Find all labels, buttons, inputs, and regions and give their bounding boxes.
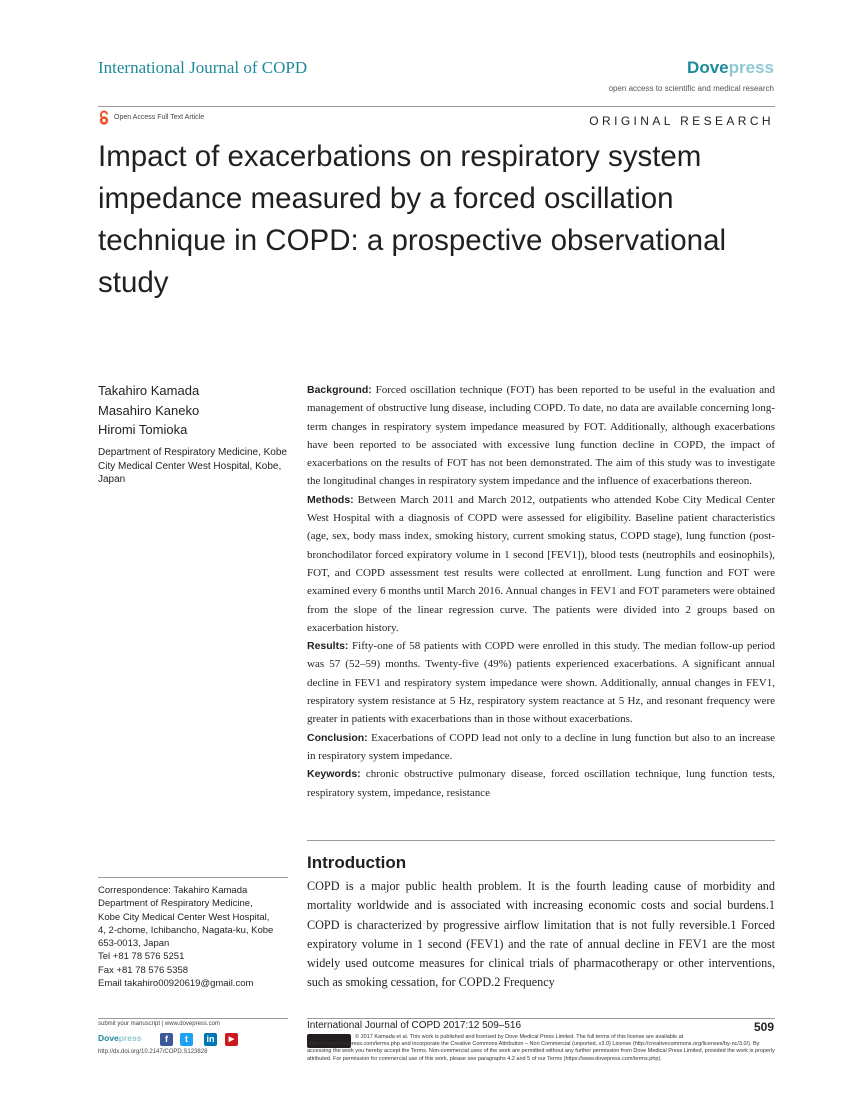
correspondence-line: Department of Respiratory Medicine, xyxy=(98,898,253,910)
abstract-text: Fifty-one of 58 patients with COPD were enrolled in this study. The median follow-up period was 57 (52–59) months. Twenty-five (49%) patients experienced exacerbations. A significant annual decline in FEV1 and respiratory system impedance were shown. Additionally, annual changes in FEV1, respiratory system resistance at 5 Hz, respiratory system reactance at 5 Hz, and resonant frequency were greater in patients with exacerbations than in those without exacerbations. xyxy=(307,640,775,726)
correspondence-line: 653-0013, Japan xyxy=(98,938,170,950)
author-list xyxy=(98,381,199,440)
abstract xyxy=(307,381,775,802)
section-heading: Introduction xyxy=(307,853,407,872)
citation-line: International Journal of COPD 2017:12 509–516 xyxy=(307,1020,522,1031)
section-body: COPD is a major public health problem. It is the fourth leading cause of morbidity and mortality worldwide and is associated with increasing economic costs and social burdens.1 COPD is characterized by progressive airflow limitation that is not fully reversible.1 Forced expiratory volume in 1 second (FEV1) and the rate of annual decline in FEV1 are the most widely used outcome measures for clinical trials of pharmacotherapy or other interventions, such as smoking cessation, for COPD.2 Frequency xyxy=(307,879,775,990)
abstract-background xyxy=(307,381,775,491)
journal-title: International Journal of COPD xyxy=(98,58,308,77)
correspondence-line: Correspondence: Takahiro Kamada xyxy=(98,885,248,896)
abstract-heading: Background: xyxy=(307,384,372,396)
abstract-divider xyxy=(307,840,775,841)
correspondence-line: Kobe City Medical Center West Hospital, xyxy=(98,911,270,923)
linkedin-icon[interactable]: in xyxy=(204,1033,217,1046)
footer-publisher-part-b: press xyxy=(118,1033,142,1043)
twitter-icon[interactable]: t xyxy=(180,1033,193,1046)
abstract-heading: Conclusion: xyxy=(307,731,368,744)
abstract-keywords xyxy=(307,765,775,802)
publisher-part-b: press xyxy=(728,58,774,77)
correspondence-line: Tel +81 78 576 5251 xyxy=(98,951,185,963)
footer-publisher-part-a: Dove xyxy=(98,1033,119,1043)
abstract-conclusion xyxy=(307,729,775,766)
page-number: 509 xyxy=(753,1020,774,1034)
footer-divider-left xyxy=(98,1018,288,1019)
footer-divider-right xyxy=(307,1018,775,1019)
abstract-heading: Keywords: xyxy=(307,768,361,781)
author-name: Takahiro Kamada xyxy=(98,383,200,398)
abstract-methods xyxy=(307,491,775,637)
abstract-text: Forced oscillation technique (FOT) has been reported to be useful in the evaluation and management of obstructive lung disease, including COPD. To date, no data are available concerning long-term changes in respiratory system impedance measured by FOT. Additionally, although exacerbations have been reported to be associated with excessive lung function decline in COPD, the impact of exacerbations on the results of FOT has not been demonstrated. The aim of this study was to investigate the longitudinal changes in respiratory system impedance and the influence of exacerbations thereon. xyxy=(307,384,775,488)
submit-manuscript-link[interactable]: submit your manuscript | www.dovepress.com xyxy=(98,1021,220,1027)
facebook-icon[interactable]: f xyxy=(160,1033,173,1046)
abstract-text: Between March 2011 and March 2012, outpatients who attended Kobe City Medical Center West Hospital with a diagnosis of COPD were assessed for eligibility. Baseline patient characteristics (age, sex, body mass index, smoking history, current smoking status, COPD stage), lung function (post-bronchodilator forced expiratory volume in 1 second [FEV1]), blood tests (neutrophils and eosinophils), FOT, and COPD assessment test results were collected at enrollment. Lung function and FOT were examined every 6 months until March 2016. Annual changes in FEV1 and FOT parameters were obtained from the slope of the linear regression curve. The patients were divided into 2 groups based on exacerbation history. xyxy=(307,493,775,634)
abstract-text: chronic obstructive pulmonary disease, forced oscillation technique, lung function tests, respiratory system, impedance, resistance xyxy=(307,768,775,799)
abstract-heading: Methods: xyxy=(307,493,354,506)
publisher-logo xyxy=(687,58,774,78)
publisher-tagline: open access to scientific and medical research xyxy=(608,84,774,93)
doi-link[interactable]: http://dx.doi.org/10.2147/COPD.S123828 xyxy=(98,1049,208,1055)
article-type: ORIGINAL RESEARCH xyxy=(589,114,774,128)
paper-title: Impact of exacerbations on respiratory system impedance measured by a forced oscillation technique in COPD: a prospective observational study xyxy=(98,140,727,299)
license-text: © 2017 Kamada et al. This work is published and licensed by Dove Medical Press Limited. The full terms of this license are available at https://www.dovepress.com/terms.php and incorporate the Creative Commons Attribution – Non Commercial (unported, v3.0) License (http://creativecommons.org/licenses/by-nc/3.0/). By accessing the work you hereby accept the Terms. Non-commercial uses of the work are permitted without any further permission from Dove Medical Press Limited, provided the work is properly attributed. For permission for commercial use of this work, please see paragraphs 4.2 and 5 of our Terms (https://www.dovepress.com/terms.php). xyxy=(307,1034,775,1062)
abstract-text: Exacerbations of COPD lead not only to a decline in lung function but also to an increase in respiratory system impedance. xyxy=(307,731,775,762)
abstract-results xyxy=(307,637,775,728)
youtube-icon[interactable]: ▶ xyxy=(225,1033,238,1046)
correspondence-block xyxy=(98,884,293,990)
author-name: Masahiro Kaneko xyxy=(98,402,200,418)
abstract-heading: Results: xyxy=(307,640,349,653)
footer-publisher-logo[interactable] xyxy=(98,1033,141,1043)
correspondence-divider xyxy=(98,877,288,878)
correspondence-line: 4, 2-chome, Ichibancho, Nagata-ku, Kobe xyxy=(98,924,274,936)
publisher-part-a: Dove xyxy=(687,58,729,77)
header-divider xyxy=(98,106,775,107)
author-affiliation: Department of Respiratory Medicine, Kobe City Medical Center West Hospital, Kobe, Japan xyxy=(98,447,287,485)
correspondence-email[interactable]: Email takahiro00920619@gmail.com xyxy=(98,978,254,990)
correspondence-line: Fax +81 78 576 5358 xyxy=(98,964,189,976)
author-name: Hiromi Tomioka xyxy=(98,422,188,437)
open-access-label: Open Access Full Text Article xyxy=(114,114,205,121)
open-access-icon xyxy=(98,110,110,126)
